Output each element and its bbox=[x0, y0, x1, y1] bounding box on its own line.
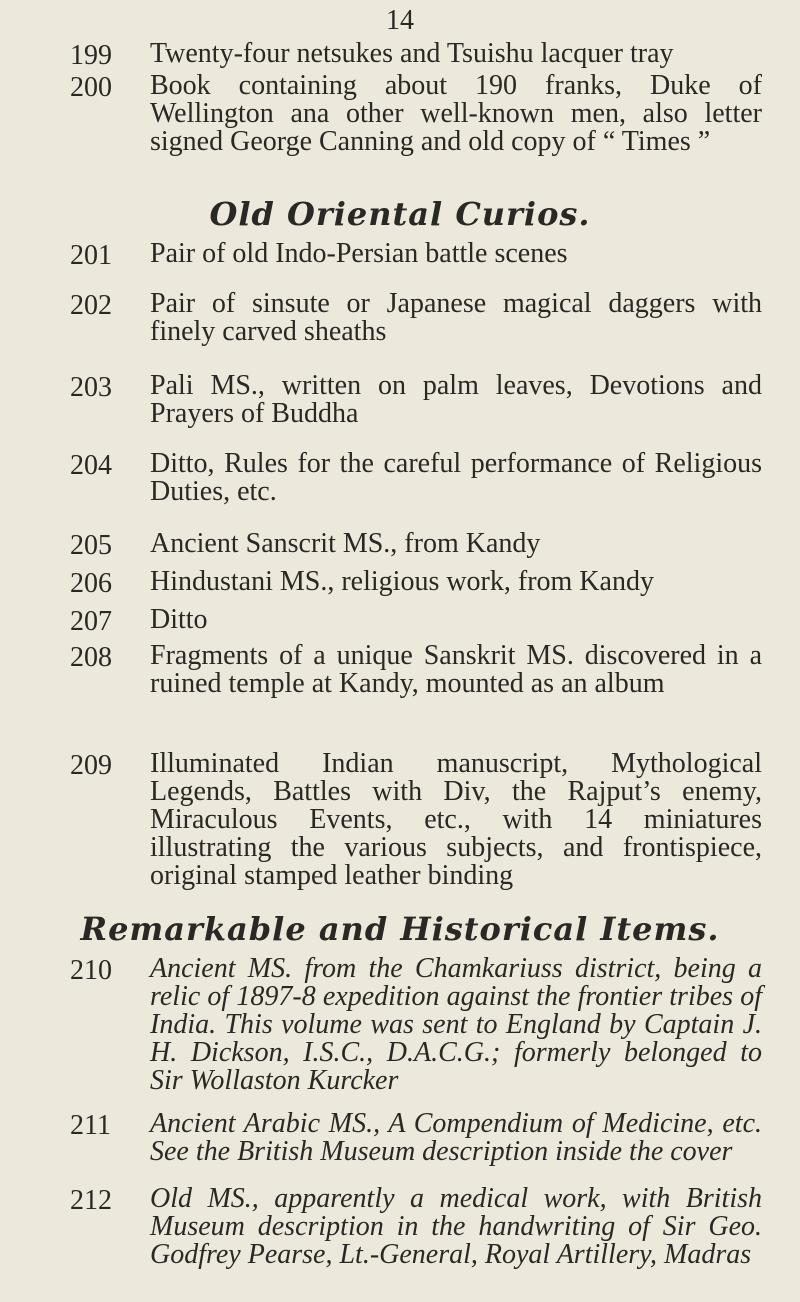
lot-number: 205 bbox=[70, 530, 112, 561]
lot-description: Ditto, Rules for the careful performance of Religious Duties, etc. bbox=[150, 448, 762, 507]
lot-description: Illuminated Indian manuscript, Mythological Legends, Battles with Div, the Rajput’s enemy, Miraculous Events, etc., with 14 miniatures illustrating the various subjects, and frontispiece, original stamped leather binding bbox=[150, 748, 762, 891]
lot-number: 203 bbox=[70, 372, 112, 403]
lot-description: Pair of old Indo-Persian battle scenes bbox=[150, 238, 568, 269]
lot-number: 201 bbox=[70, 240, 112, 271]
lot-description: Pali MS., written on palm leaves, Devotions and Prayers of Buddha bbox=[150, 370, 762, 429]
lot-description: Ancient Sanscrit MS., from Kandy bbox=[150, 528, 541, 559]
lot-number: 202 bbox=[70, 290, 112, 321]
lot-description: Ditto bbox=[150, 604, 208, 635]
lot-number: 212 bbox=[70, 1185, 112, 1216]
lot-description: Pair of sinsute or Japanese magical daggers with finely carved sheaths bbox=[150, 288, 762, 347]
lot-description: Fragments of a unique Sanskrit MS. discovered in a ruined temple at Kandy, mounted as an album bbox=[150, 640, 762, 699]
section-heading: Remarkable and Historical Items. bbox=[80, 910, 720, 948]
lot-description: Book containing about 190 franks, Duke of Wellington ana other well-known men, also letter signed George Canning and old copy of “ Times ” bbox=[150, 70, 762, 157]
lot-description: Hindustani MS., religious work, from Kandy bbox=[150, 566, 654, 597]
lot-number: 210 bbox=[70, 955, 112, 986]
lot-description: Old MS., apparently a medical work, with British Museum description in the handwriting of Sir Geo. Godfrey Pearse, Lt.-General, Royal Artillery, Madras bbox=[150, 1183, 762, 1270]
lot-number: 208 bbox=[70, 642, 112, 673]
lot-number: 207 bbox=[70, 606, 112, 637]
page-number: 14 bbox=[386, 5, 414, 36]
lot-number: 204 bbox=[70, 450, 112, 481]
lot-number: 200 bbox=[70, 72, 112, 103]
lot-description: Twenty-four netsukes and Tsuishu lacquer tray bbox=[150, 38, 674, 69]
lot-number: 206 bbox=[70, 568, 112, 599]
lot-description: Ancient Arabic MS., A Compendium of Medicine, etc. See the British Museum description inside the cover bbox=[150, 1108, 762, 1167]
lot-description: Ancient MS. from the Chamkariuss district, being a relic of 1897-8 expedition against the frontier tribes of India. This volume was sent to England by Captain J. H. Dickson, I.S.C., D.A.C.G.; formerly belonged to Sir Wollaston Kurcker bbox=[150, 953, 762, 1096]
lot-number: 199 bbox=[70, 40, 112, 71]
lot-number: 209 bbox=[70, 750, 112, 781]
lot-number: 211 bbox=[70, 1110, 111, 1141]
section-heading: Old Oriental Curios. bbox=[209, 195, 591, 233]
